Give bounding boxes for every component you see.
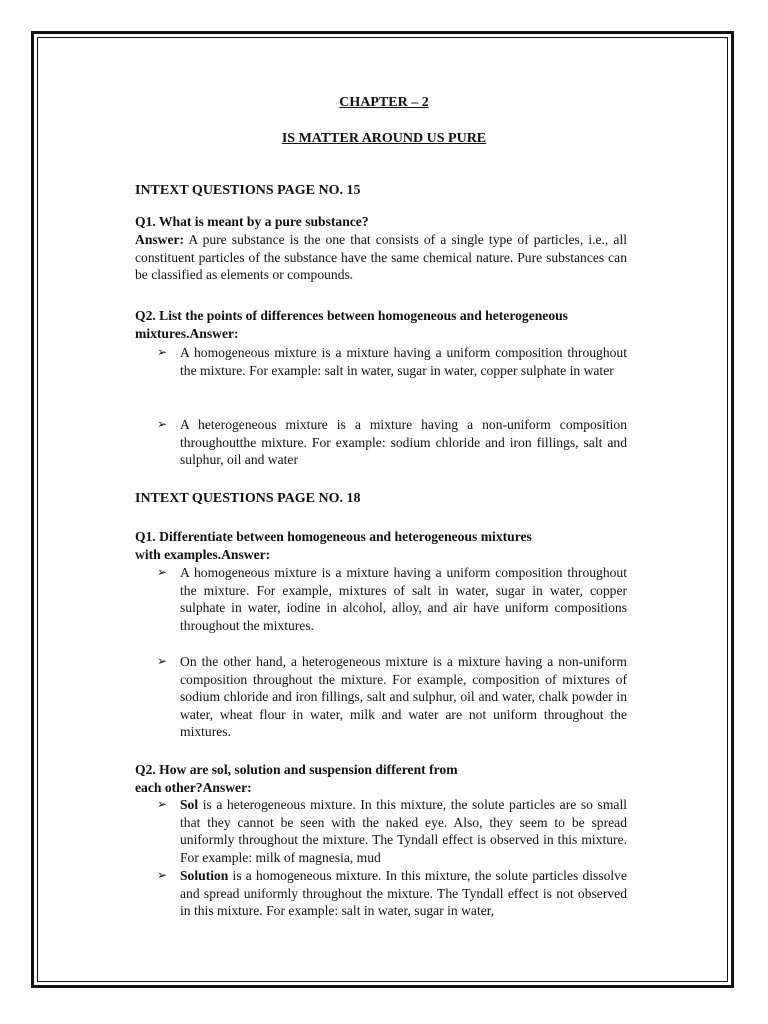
list-item bbox=[135, 653, 627, 741]
question-line: Q2. How are sol, solution and suspension different from bbox=[135, 762, 458, 777]
list-item bbox=[135, 564, 627, 634]
definition-text: is a heterogeneous mixture. In this mixture, the solute particles are so small that they cannot be seen with the naked eye. Also, they seem to be spread uniformly throughout the mixture. The Tyndall effect is observed in this mixture. For example: milk of magnesia, mud bbox=[180, 797, 627, 865]
question-q1-page-18 bbox=[135, 528, 532, 563]
list-item bbox=[135, 344, 627, 379]
term-solution: Solution bbox=[180, 868, 229, 883]
arrowhead-bullet-icon: ➢ bbox=[157, 797, 168, 811]
list-item-text bbox=[180, 867, 627, 920]
question-line: mixtures.Answer: bbox=[135, 325, 239, 341]
arrowhead-bullet-icon: ➢ bbox=[157, 417, 168, 431]
arrowhead-bullet-icon: ➢ bbox=[157, 565, 168, 579]
question-line: Q2. List the points of differences between homogeneous and heterogeneous bbox=[135, 308, 568, 323]
list-item-text: On the other hand, a heterogeneous mixture is a mixture having a non-uniform composition throughout the mixture. For example, composition of mixtures of sodium chloride and iron fillings, salt and sulphur, oil and water, chalk powder in water, wheat flour in water, milk and water are not uniform throughout the mixtures. bbox=[180, 654, 627, 740]
arrowhead-bullet-icon: ➢ bbox=[157, 868, 168, 882]
section-heading-page-15: INTEXT QUESTIONS PAGE NO. 15 bbox=[135, 183, 361, 198]
answer-label: Answer: bbox=[135, 232, 185, 247]
chapter-title: IS MATTER AROUND US PURE bbox=[281, 131, 487, 146]
question-q1-page-15: Q1. What is meant by a pure substance? bbox=[135, 214, 369, 229]
section-heading-page-18: INTEXT QUESTIONS PAGE NO. 18 bbox=[135, 491, 361, 506]
list-item-text: A heterogeneous mixture is a mixture having a non-uniform composition throughoutthe mixture. For example: sodium chloride and iron fillings, salt and sulphur, oil and water bbox=[180, 417, 627, 468]
term-sol: Sol bbox=[180, 797, 199, 812]
definition-text: is a homogeneous mixture. In this mixture, the solute particles dissolve and spread uniformly throughout the mixture. The Tyndall effect is not observed in this mixture. For example: salt in water, sugar in water, bbox=[180, 868, 627, 919]
arrowhead-bullet-icon: ➢ bbox=[157, 654, 168, 668]
arrowhead-bullet-icon: ➢ bbox=[157, 345, 168, 359]
list-item bbox=[135, 867, 627, 920]
list-item-text: A homogeneous mixture is a mixture having a uniform composition throughout the mixture. For example: salt in water, sugar in water, copper sulphate in water bbox=[180, 345, 627, 378]
list-item-text bbox=[180, 796, 627, 866]
question-line: Q1. Differentiate between homogeneous and heterogeneous mixtures bbox=[135, 529, 532, 544]
question-q2-page-18 bbox=[135, 761, 458, 796]
question-q2-page-15 bbox=[135, 307, 568, 342]
list-item bbox=[135, 416, 627, 469]
list-item-text: A homogeneous mixture is a mixture having a uniform composition throughout the mixture. For example, mixtures of salt in water, sugar in water, copper sulphate in water, iodine in alcohol, alloy, and air have uniform compositions throughout the mixtures. bbox=[180, 565, 627, 633]
answer-text: A pure substance is the one that consists of a single type of particles, i.e., all constituent particles of the substance have the same chemical nature. Pure substances can be classified as elements or compounds. bbox=[135, 232, 627, 283]
answer-q1-page-15 bbox=[135, 231, 627, 284]
list-item bbox=[135, 796, 627, 866]
chapter-heading: CHAPTER – 2 bbox=[339, 95, 429, 110]
question-line: with examples.Answer: bbox=[135, 546, 271, 562]
question-line: each other?Answer: bbox=[135, 779, 252, 795]
